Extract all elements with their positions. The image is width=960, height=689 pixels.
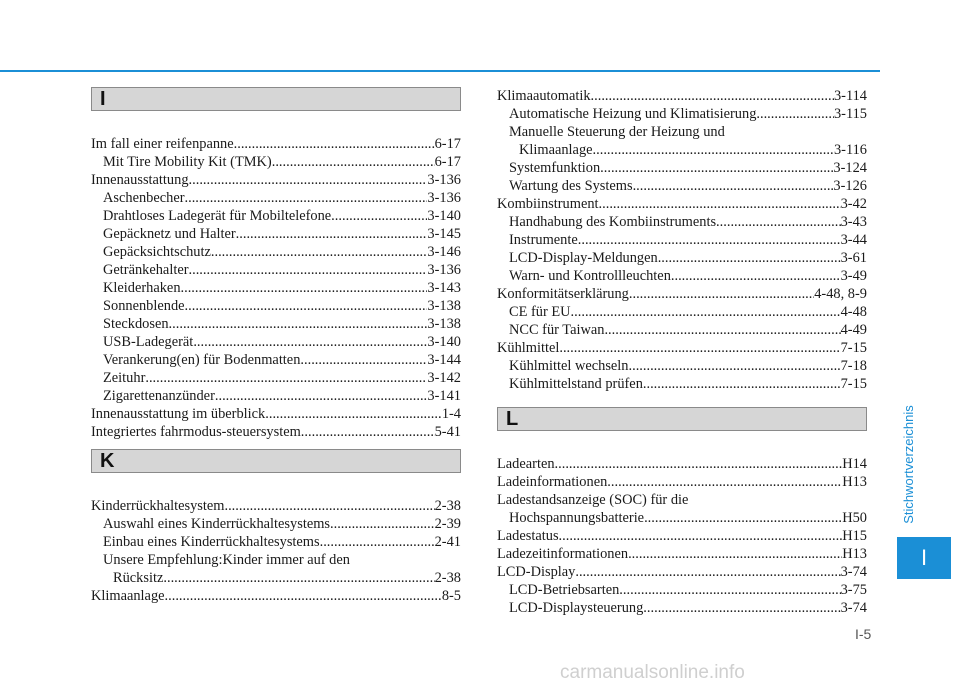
- leader-dots: [165, 587, 442, 605]
- entry-page: H50: [842, 510, 867, 526]
- entry-term: Verankerung(en) für Bodenmatten: [103, 352, 301, 368]
- entry-term: Kombiinstrument: [497, 196, 599, 212]
- entry-term: Klimaanlage: [519, 142, 593, 158]
- leader-dots: [189, 171, 428, 189]
- leader-dots: [716, 213, 841, 231]
- leader-dots: [643, 375, 841, 393]
- leader-dots: [571, 303, 841, 321]
- index-subentry-line: Manuelle Steuerung der Heizung und: [509, 124, 725, 140]
- index-subentry[interactable]: [91, 333, 461, 351]
- entry-term: Konformitätserklärung: [497, 286, 629, 302]
- leader-dots: [224, 497, 434, 515]
- index-subentry[interactable]: [497, 177, 867, 195]
- entry-page: 8-5: [441, 588, 461, 604]
- leader-dots: [145, 369, 427, 387]
- leader-dots: [644, 509, 842, 527]
- entry-page: 4-48, 8-9: [814, 286, 867, 302]
- entry-page: 3-74: [840, 600, 867, 616]
- leader-dots: [300, 351, 427, 369]
- leader-dots: [185, 189, 428, 207]
- leader-dots: [215, 387, 428, 405]
- section-header-i: I: [91, 87, 461, 111]
- top-rule: [0, 70, 880, 72]
- entry-term: Kleiderhaken: [103, 280, 181, 296]
- leader-dots: [628, 545, 842, 563]
- entry-page: 2-39: [434, 516, 461, 532]
- entry-page: 3-114: [833, 88, 867, 104]
- index-subentry[interactable]: [91, 297, 461, 315]
- entry-page: 3-144: [427, 352, 461, 368]
- entry-page: 4-49: [840, 322, 867, 338]
- entry-term: Kinderrückhaltesystem: [91, 498, 225, 514]
- entry-term: Automatische Heizung und Klimatisierung: [509, 106, 757, 122]
- entry-term: Ladestatus: [497, 528, 559, 544]
- leader-dots: [320, 533, 435, 551]
- index-entry-continued[interactable]: [497, 509, 867, 527]
- index-entry[interactable]: [497, 455, 867, 473]
- entry-term: Zigarettenanzünder: [103, 388, 215, 404]
- leader-dots: [301, 423, 435, 441]
- entry-term: LCD-Display: [497, 564, 576, 580]
- entry-page: 3-124: [833, 160, 867, 176]
- leader-dots: [604, 321, 840, 339]
- leader-dots: [658, 249, 841, 267]
- index-entry[interactable]: [497, 545, 867, 563]
- index-subentry[interactable]: [91, 315, 461, 333]
- entry-term: Zeituhr: [103, 370, 146, 386]
- entry-page: 2-38: [434, 570, 461, 586]
- section-gap: [497, 393, 867, 407]
- side-section-tab[interactable]: I: [897, 537, 951, 579]
- entry-page: H13: [842, 546, 867, 562]
- index-subentry[interactable]: [91, 153, 461, 171]
- leader-dots: [193, 333, 427, 351]
- index-subentry[interactable]: [497, 321, 867, 339]
- entry-term: Einbau eines Kinderrückhaltesystems: [103, 534, 320, 550]
- entry-term: Handhabung des Kombiinstruments: [509, 214, 717, 230]
- entry-term: Klimaautomatik: [497, 88, 591, 104]
- entry-page: 3-136: [427, 262, 461, 278]
- entry-page: 3-115: [833, 106, 867, 122]
- index-subentry-line: Unsere Empfehlung:Kinder immer auf den: [103, 552, 350, 568]
- leader-dots: [163, 569, 434, 587]
- entry-page: 1-4: [441, 406, 461, 422]
- entry-page: 3-140: [427, 208, 461, 224]
- index-subentry[interactable]: [91, 225, 461, 243]
- index-subentry[interactable]: [497, 249, 867, 267]
- index-subentry[interactable]: [91, 515, 461, 533]
- entry-term: Ladezeitinformationen: [497, 546, 629, 562]
- entry-term: Kühlmittelstand prüfen: [509, 376, 643, 392]
- entry-term: Wartung des Systems: [509, 178, 633, 194]
- index-entry[interactable]: [497, 87, 867, 105]
- leader-dots: [671, 267, 841, 285]
- index-subentry[interactable]: [91, 189, 461, 207]
- leader-dots: [559, 339, 840, 357]
- index-subentry[interactable]: [91, 243, 461, 261]
- entry-term: Innenausstattung: [91, 172, 189, 188]
- entry-page: 6-17: [434, 136, 461, 152]
- index-subentry[interactable]: [91, 533, 461, 551]
- entry-term: Innenausstattung im überblick: [91, 406, 266, 422]
- entry-page: 3-138: [427, 298, 461, 314]
- entry-page: H15: [842, 528, 867, 544]
- leader-dots: [629, 357, 841, 375]
- entry-term: Warn- und Kontrollleuchten: [509, 268, 671, 284]
- index-subentry[interactable]: [91, 387, 461, 405]
- leader-dots: [629, 285, 814, 303]
- entry-term: LCD-Display-Meldungen: [509, 250, 658, 266]
- entry-page: 7-18: [840, 358, 867, 374]
- entry-term: Getränkehalter: [103, 262, 189, 278]
- entry-term: Drahtloses Ladegerät für Mobiltelefone: [103, 208, 332, 224]
- index-subentry[interactable]: [91, 261, 461, 279]
- watermark: carmanualsonline.info: [560, 662, 745, 683]
- index-column-right: [497, 87, 867, 617]
- leader-dots: [600, 159, 833, 177]
- entry-term: Gepäcksichtschutz: [103, 244, 211, 260]
- entry-term: Sonnenblende: [103, 298, 185, 314]
- entry-page: 3-61: [840, 250, 867, 266]
- leader-dots: [169, 315, 428, 333]
- entry-page: 3-44: [840, 232, 867, 248]
- index-entry[interactable]: [91, 497, 461, 515]
- index-column-left: [91, 87, 461, 605]
- index-entry[interactable]: [91, 587, 461, 605]
- index-entry[interactable]: [91, 171, 461, 189]
- entry-term: Im fall einer reifenpanne: [91, 136, 234, 152]
- leader-dots: [599, 195, 841, 213]
- leader-dots: [607, 473, 842, 491]
- entry-term: Kühlmittel wechseln: [509, 358, 629, 374]
- entry-term: Kühlmittel: [497, 340, 560, 356]
- entry-page: 3-43: [840, 214, 867, 230]
- page-number: I-5: [855, 626, 872, 642]
- index-subentry-continued[interactable]: [91, 569, 461, 587]
- entry-term: Systemfunktion: [509, 160, 601, 176]
- entry-page: 3-142: [427, 370, 461, 386]
- entry-term: Instrumente: [509, 232, 578, 248]
- leader-dots: [591, 87, 834, 105]
- entry-page: 7-15: [840, 340, 867, 356]
- entry-page: 3-42: [840, 196, 867, 212]
- entry-page: 3-49: [840, 268, 867, 284]
- entry-term: Integriertes fahrmodus-steuersystem: [91, 424, 301, 440]
- leader-dots: [236, 225, 428, 243]
- entry-term: Steckdosen: [103, 316, 169, 332]
- leader-dots: [272, 153, 435, 171]
- section-header-l: L: [497, 407, 867, 431]
- index-subentry[interactable]: [91, 207, 461, 225]
- index-entry[interactable]: [497, 563, 867, 581]
- leader-dots: [189, 261, 428, 279]
- section-header-k: K: [91, 449, 461, 473]
- entry-page: 3-116: [833, 142, 867, 158]
- index-subentry[interactable]: [497, 581, 867, 599]
- entry-term: LCD-Betriebsarten: [509, 582, 620, 598]
- leader-dots: [575, 563, 840, 581]
- leader-dots: [756, 105, 834, 123]
- leader-dots: [185, 297, 428, 315]
- entry-page: 3-75: [840, 582, 867, 598]
- entry-page: 3-146: [427, 244, 461, 260]
- leader-dots: [331, 207, 427, 225]
- entry-term: CE für EU: [509, 304, 571, 320]
- side-section-label: [893, 394, 923, 534]
- entry-page: H14: [842, 456, 867, 472]
- index-entry[interactable]: [91, 405, 461, 423]
- entry-page: 3-136: [427, 172, 461, 188]
- leader-dots: [234, 135, 435, 153]
- index-entry[interactable]: [497, 473, 867, 491]
- entry-page: 7-15: [840, 376, 867, 392]
- index-entry[interactable]: [91, 135, 461, 153]
- index-entry[interactable]: [497, 527, 867, 545]
- leader-dots: [265, 405, 442, 423]
- index-subentry[interactable]: [91, 369, 461, 387]
- entry-term: Rücksitz: [113, 570, 164, 586]
- entry-page: 6-17: [434, 154, 461, 170]
- leader-dots: [578, 231, 841, 249]
- index-entry[interactable]: [497, 339, 867, 357]
- index-entry[interactable]: [91, 423, 461, 441]
- entry-page: 3-126: [833, 178, 867, 194]
- index-subentry[interactable]: [497, 375, 867, 393]
- leader-dots: [330, 515, 435, 533]
- index-subentry[interactable]: [497, 357, 867, 375]
- index-entry[interactable]: [497, 285, 867, 303]
- index-entry-line: Ladestandsanzeige (SOC) für die: [497, 492, 689, 508]
- index-subentry[interactable]: [497, 105, 867, 123]
- section-gap: [91, 441, 461, 449]
- index-subentry[interactable]: [91, 279, 461, 297]
- entry-term: NCC für Taiwan: [509, 322, 605, 338]
- leader-dots: [555, 455, 843, 473]
- entry-term: Aschenbecher: [103, 190, 185, 206]
- entry-page: 3-143: [427, 280, 461, 296]
- entry-term: Hochspannungsbatterie: [509, 510, 645, 526]
- leader-dots: [643, 599, 840, 617]
- entry-term: Ladeinformationen: [497, 474, 608, 490]
- entry-page: 3-136: [427, 190, 461, 206]
- entry-page: 3-145: [427, 226, 461, 242]
- entry-term: Auswahl eines Kinderrückhaltesystems: [103, 516, 330, 532]
- index-subentry[interactable]: [497, 213, 867, 231]
- entry-page: 5-41: [434, 424, 461, 440]
- leader-dots: [211, 243, 428, 261]
- entry-page: 3-141: [427, 388, 461, 404]
- entry-term: Klimaanlage: [91, 588, 165, 604]
- entry-term: Ladearten: [497, 456, 555, 472]
- entry-page: H13: [842, 474, 867, 490]
- index-subentry[interactable]: [497, 159, 867, 177]
- entry-page: 2-41: [434, 534, 461, 550]
- leader-dots: [181, 279, 428, 297]
- entry-page: 2-38: [434, 498, 461, 514]
- entry-term: LCD-Displaysteuerung: [509, 600, 644, 616]
- entry-page: 3-74: [840, 564, 867, 580]
- index-entry[interactable]: [497, 195, 867, 213]
- index-subentry-continued[interactable]: [497, 141, 867, 159]
- index-subentry[interactable]: [497, 231, 867, 249]
- index-subentry[interactable]: [497, 303, 867, 321]
- side-label-text: Stichwortverzeichnis: [900, 404, 916, 524]
- leader-dots: [559, 527, 843, 545]
- entry-page: 4-48: [840, 304, 867, 320]
- entry-term: Gepäcknetz und Halter: [103, 226, 236, 242]
- index-subentry[interactable]: [497, 267, 867, 285]
- leader-dots: [619, 581, 840, 599]
- entry-term: USB-Ladegerät: [103, 334, 194, 350]
- index-subentry[interactable]: [497, 599, 867, 617]
- entry-term: Mit Tire Mobility Kit (TMK): [103, 154, 272, 170]
- entry-page: 3-140: [427, 334, 461, 350]
- entry-page: 3-138: [427, 316, 461, 332]
- index-subentry[interactable]: [91, 351, 461, 369]
- leader-dots: [633, 177, 834, 195]
- leader-dots: [593, 141, 834, 159]
